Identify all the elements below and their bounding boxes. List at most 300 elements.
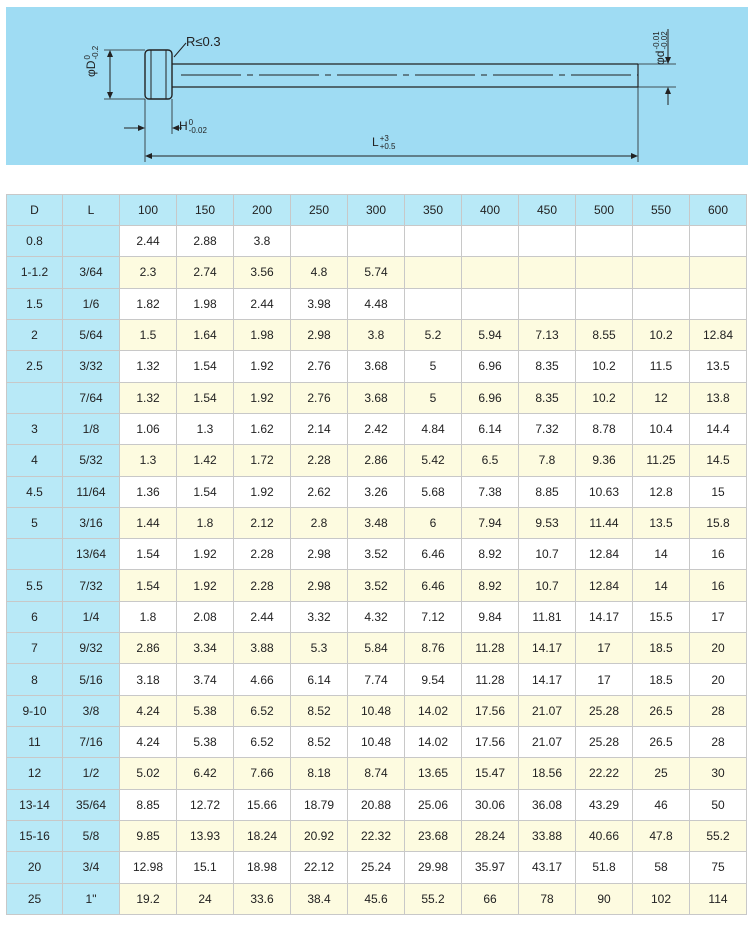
cell-value: 1.54 [177, 476, 234, 507]
cell-value: 6 [405, 507, 462, 538]
cell-value: 9.85 [120, 820, 177, 851]
cell-value: 5.02 [120, 758, 177, 789]
pin-head [145, 50, 172, 99]
cell-value: 102 [633, 883, 690, 914]
cell-L: 3/8 [63, 695, 120, 726]
cell-L: 5/64 [63, 319, 120, 350]
cell-value: 43.29 [576, 789, 633, 820]
cell-value [519, 257, 576, 288]
cell-value: 3.34 [177, 633, 234, 664]
cell-value: 25.28 [576, 727, 633, 758]
cell-value: 2.42 [348, 413, 405, 444]
table-row [7, 789, 747, 820]
cell-value: 12.84 [690, 319, 747, 350]
header-length: 250 [291, 195, 348, 226]
cell-value [633, 257, 690, 288]
H-label [179, 119, 207, 135]
cell-value: 4.48 [348, 288, 405, 319]
cell-value: 18.98 [234, 852, 291, 883]
D-symbol: φD [84, 60, 99, 77]
L-label [372, 135, 395, 151]
cell-D: 15-16 [7, 820, 63, 851]
cell-value [519, 226, 576, 257]
cell-value [462, 226, 519, 257]
cell-L: 1/4 [63, 601, 120, 632]
cell-L: 5/8 [63, 820, 120, 851]
cell-value: 75 [690, 852, 747, 883]
cell-D: 20 [7, 852, 63, 883]
table-row [7, 257, 747, 288]
cell-value: 15.47 [462, 758, 519, 789]
cell-value: 14.17 [519, 664, 576, 695]
cell-L: 3/32 [63, 351, 120, 382]
cell-L: 11/64 [63, 476, 120, 507]
cell-value: 6.5 [462, 445, 519, 476]
table-row [7, 351, 747, 382]
cell-value: 1.72 [234, 445, 291, 476]
cell-value: 8.74 [348, 758, 405, 789]
cell-value: 1.98 [177, 288, 234, 319]
cell-value: 55.2 [405, 883, 462, 914]
cell-value: 3.8 [348, 319, 405, 350]
table-body [7, 226, 747, 915]
cell-value: 9.54 [405, 664, 462, 695]
cell-value: 1.62 [234, 413, 291, 444]
D-label [84, 46, 100, 77]
cell-value: 14 [633, 570, 690, 601]
cell-value: 5 [405, 382, 462, 413]
cell-value [462, 257, 519, 288]
cell-value: 7.12 [405, 601, 462, 632]
cell-value: 5.38 [177, 695, 234, 726]
cell-value [291, 226, 348, 257]
cell-value: 25.06 [405, 789, 462, 820]
cell-value: 13.65 [405, 758, 462, 789]
header-D: D [7, 195, 63, 226]
cell-value: 8.52 [291, 727, 348, 758]
cell-value: 12.8 [633, 476, 690, 507]
cell-D: 13-14 [7, 789, 63, 820]
cell-L: 3/4 [63, 852, 120, 883]
cell-value: 3.48 [348, 507, 405, 538]
cell-value: 3.18 [120, 664, 177, 695]
cell-D: 7 [7, 633, 63, 664]
cell-value: 1.92 [177, 570, 234, 601]
cell-value: 38.4 [291, 883, 348, 914]
cell-value: 11.81 [519, 601, 576, 632]
table-row [7, 852, 747, 883]
header-length: 550 [633, 195, 690, 226]
cell-value: 18.56 [519, 758, 576, 789]
cell-value: 1.32 [120, 382, 177, 413]
cell-value: 15.8 [690, 507, 747, 538]
d-label [653, 31, 669, 65]
table-row [7, 570, 747, 601]
cell-D: 6 [7, 601, 63, 632]
cell-value: 7.66 [234, 758, 291, 789]
cell-value: 2.44 [234, 288, 291, 319]
table-row [7, 476, 747, 507]
cell-value: 50 [690, 789, 747, 820]
cell-value: 14.02 [405, 727, 462, 758]
header-length: 450 [519, 195, 576, 226]
table-row [7, 507, 747, 538]
cell-value: 7.8 [519, 445, 576, 476]
cell-value [348, 226, 405, 257]
cell-value: 10.2 [576, 351, 633, 382]
cell-value: 8.55 [576, 319, 633, 350]
cell-D: 11 [7, 727, 63, 758]
cell-value: 58 [633, 852, 690, 883]
header-length: 150 [177, 195, 234, 226]
cell-value: 2.98 [291, 319, 348, 350]
cell-value: 1.44 [120, 507, 177, 538]
cell-value: 11.25 [633, 445, 690, 476]
cell-value: 1.54 [177, 351, 234, 382]
table-row [7, 382, 747, 413]
cell-value: 10.2 [576, 382, 633, 413]
table-row [7, 820, 747, 851]
cell-value: 8.35 [519, 382, 576, 413]
H-symbol: H [179, 119, 188, 134]
cell-value [405, 226, 462, 257]
cell-value: 20.92 [291, 820, 348, 851]
cell-value: 17.56 [462, 727, 519, 758]
H-tol-upper: 0 [188, 118, 194, 127]
cell-value: 14.5 [690, 445, 747, 476]
cell-value: 18.79 [291, 789, 348, 820]
cell-value: 5.38 [177, 727, 234, 758]
cell-value: 17 [576, 664, 633, 695]
cell-value: 1.92 [177, 539, 234, 570]
cell-value: 24 [177, 883, 234, 914]
table-row [7, 695, 747, 726]
cell-value: 2.98 [291, 570, 348, 601]
cell-value: 2.14 [291, 413, 348, 444]
cell-value: 7.38 [462, 476, 519, 507]
L-symbol: L [372, 135, 379, 150]
header-length: 400 [462, 195, 519, 226]
cell-D: 1-1.2 [7, 257, 63, 288]
cell-value: 3.52 [348, 570, 405, 601]
cell-value: 8.18 [291, 758, 348, 789]
cell-value: 13.8 [690, 382, 747, 413]
table-row [7, 539, 747, 570]
cell-value: 7.74 [348, 664, 405, 695]
table-row [7, 226, 747, 257]
cell-value: 11.5 [633, 351, 690, 382]
cell-value: 1.42 [177, 445, 234, 476]
d-tol-lower: -0.02 [660, 31, 669, 50]
cell-value: 10.48 [348, 695, 405, 726]
cell-value: 2.86 [120, 633, 177, 664]
table-row [7, 633, 747, 664]
cell-value: 18.5 [633, 664, 690, 695]
cell-L: 9/32 [63, 633, 120, 664]
cell-value [405, 288, 462, 319]
cell-value: 10.7 [519, 570, 576, 601]
cell-L: 7/16 [63, 727, 120, 758]
cell-D: 1.5 [7, 288, 63, 319]
cell-value: 10.63 [576, 476, 633, 507]
cell-value: 2.62 [291, 476, 348, 507]
table-row [7, 883, 747, 914]
cell-value: 9.84 [462, 601, 519, 632]
cell-value [576, 226, 633, 257]
cell-value: 8.76 [405, 633, 462, 664]
cell-D: 2.5 [7, 351, 63, 382]
cell-value: 3.68 [348, 351, 405, 382]
table-row [7, 413, 747, 444]
cell-value: 3.56 [234, 257, 291, 288]
cell-value: 30.06 [462, 789, 519, 820]
cell-value: 10.7 [519, 539, 576, 570]
cell-value [633, 226, 690, 257]
cell-value: 12 [633, 382, 690, 413]
cell-value: 114 [690, 883, 747, 914]
cell-value: 1.82 [120, 288, 177, 319]
cell-value: 2.88 [177, 226, 234, 257]
cell-value: 18.5 [633, 633, 690, 664]
cell-value [576, 288, 633, 319]
cell-value: 3.98 [291, 288, 348, 319]
cell-L: 3/16 [63, 507, 120, 538]
cell-value: 3.8 [234, 226, 291, 257]
cell-value: 2.12 [234, 507, 291, 538]
cell-value: 3.32 [291, 601, 348, 632]
cell-value: 14.17 [576, 601, 633, 632]
cell-value: 55.2 [690, 820, 747, 851]
cell-value: 4.24 [120, 727, 177, 758]
cell-D: 5.5 [7, 570, 63, 601]
cell-value: 6.14 [291, 664, 348, 695]
header-length: 600 [690, 195, 747, 226]
cell-value: 2.86 [348, 445, 405, 476]
cell-value: 1.92 [234, 382, 291, 413]
cell-value: 1.36 [120, 476, 177, 507]
cell-value: 90 [576, 883, 633, 914]
cell-value: 9.36 [576, 445, 633, 476]
cell-value: 20 [690, 633, 747, 664]
cell-value: 9.53 [519, 507, 576, 538]
cell-value: 7.32 [519, 413, 576, 444]
D-tol-upper: 0 [83, 55, 92, 60]
cell-value: 1.06 [120, 413, 177, 444]
cell-value: 5.84 [348, 633, 405, 664]
header-length: 300 [348, 195, 405, 226]
cell-L: 1/8 [63, 413, 120, 444]
cell-value: 12.84 [576, 539, 633, 570]
cell-value [519, 288, 576, 319]
table-row [7, 445, 747, 476]
cell-value: 3.88 [234, 633, 291, 664]
cell-value: 1.92 [234, 476, 291, 507]
cell-value: 1.3 [177, 413, 234, 444]
L-tol-upper: +3 [379, 134, 389, 143]
cell-value [690, 257, 747, 288]
cell-value: 14.4 [690, 413, 747, 444]
cell-value: 20 [690, 664, 747, 695]
header-L: L [63, 195, 120, 226]
cell-value: 8.78 [576, 413, 633, 444]
cell-value: 25.24 [348, 852, 405, 883]
cell-value: 36.08 [519, 789, 576, 820]
cell-value: 78 [519, 883, 576, 914]
d-symbol: φd [653, 50, 668, 65]
cell-value: 15 [690, 476, 747, 507]
cell-value: 15.66 [234, 789, 291, 820]
cell-value: 28 [690, 695, 747, 726]
cell-value: 6.14 [462, 413, 519, 444]
cell-value: 10.4 [633, 413, 690, 444]
cell-value: 15.5 [633, 601, 690, 632]
cell-D: 0.8 [7, 226, 63, 257]
cell-value: 1.54 [177, 382, 234, 413]
table-row [7, 727, 747, 758]
cell-value: 2.28 [291, 445, 348, 476]
cell-value: 21.07 [519, 695, 576, 726]
cell-value: 30 [690, 758, 747, 789]
cell-value: 46 [633, 789, 690, 820]
cell-value: 6.46 [405, 570, 462, 601]
header-row [7, 195, 747, 226]
cell-D: 3 [7, 413, 63, 444]
cell-D [7, 539, 63, 570]
cell-value: 2.3 [120, 257, 177, 288]
cell-D [7, 382, 63, 413]
cell-value: 5.2 [405, 319, 462, 350]
cell-value: 8.52 [291, 695, 348, 726]
cell-value: 2.76 [291, 351, 348, 382]
cell-value: 16 [690, 570, 747, 601]
cell-value: 20.88 [348, 789, 405, 820]
cell-L: 1/2 [63, 758, 120, 789]
cell-value: 5 [405, 351, 462, 382]
cell-value: 2.8 [291, 507, 348, 538]
cell-value: 43.17 [519, 852, 576, 883]
cell-value: 6.52 [234, 727, 291, 758]
cell-value [633, 288, 690, 319]
cell-D: 25 [7, 883, 63, 914]
table-row [7, 758, 747, 789]
cell-D: 5 [7, 507, 63, 538]
cell-value: 28.24 [462, 820, 519, 851]
cell-value [690, 226, 747, 257]
cell-value: 11.44 [576, 507, 633, 538]
cell-value: 8.85 [519, 476, 576, 507]
D-tol-lower: -0.2 [91, 45, 100, 60]
d-tol-upper: -0.01 [652, 31, 661, 50]
cell-value: 23.68 [405, 820, 462, 851]
cell-value: 2.44 [120, 226, 177, 257]
radius-label: R≤0.3 [186, 34, 221, 49]
cell-L: 5/32 [63, 445, 120, 476]
cell-value: 28 [690, 727, 747, 758]
table-row [7, 664, 747, 695]
spec-table [6, 194, 747, 915]
cell-value: 14 [633, 539, 690, 570]
header-length: 350 [405, 195, 462, 226]
cell-value: 4.84 [405, 413, 462, 444]
cell-value: 1.64 [177, 319, 234, 350]
header-length: 500 [576, 195, 633, 226]
cell-value: 33.6 [234, 883, 291, 914]
H-tol-lower: -0.02 [188, 126, 207, 135]
cell-value: 47.8 [633, 820, 690, 851]
cell-value: 2.98 [291, 539, 348, 570]
cell-value: 51.8 [576, 852, 633, 883]
header-length: 100 [120, 195, 177, 226]
cell-value: 4.24 [120, 695, 177, 726]
cell-value: 6.46 [405, 539, 462, 570]
cell-value: 3.74 [177, 664, 234, 695]
table-row [7, 319, 747, 350]
cell-value: 2.08 [177, 601, 234, 632]
cell-value: 2.74 [177, 257, 234, 288]
cell-value: 22.32 [348, 820, 405, 851]
cell-value: 8.92 [462, 539, 519, 570]
cell-value: 25.28 [576, 695, 633, 726]
cell-value: 25 [633, 758, 690, 789]
cell-value: 26.5 [633, 695, 690, 726]
cell-value: 3.26 [348, 476, 405, 507]
cell-L: 13/64 [63, 539, 120, 570]
cell-value: 3.68 [348, 382, 405, 413]
cell-value: 6.96 [462, 382, 519, 413]
cell-value: 5.94 [462, 319, 519, 350]
cell-value: 19.2 [120, 883, 177, 914]
cell-value: 1.32 [120, 351, 177, 382]
cell-value: 12.98 [120, 852, 177, 883]
cell-value: 40.66 [576, 820, 633, 851]
header-length: 200 [234, 195, 291, 226]
cell-D: 8 [7, 664, 63, 695]
cell-value: 12.72 [177, 789, 234, 820]
cell-value: 22.12 [291, 852, 348, 883]
cell-value: 2.28 [234, 539, 291, 570]
cell-value: 4.8 [291, 257, 348, 288]
cell-value: 7.13 [519, 319, 576, 350]
cell-value: 12.84 [576, 570, 633, 601]
cell-value: 1.8 [177, 507, 234, 538]
cell-value: 13.5 [633, 507, 690, 538]
cell-value: 7.94 [462, 507, 519, 538]
cell-value [462, 288, 519, 319]
cell-value: 11.28 [462, 664, 519, 695]
cell-value [576, 257, 633, 288]
cell-value: 4.32 [348, 601, 405, 632]
cell-D: 9-10 [7, 695, 63, 726]
table-row [7, 601, 747, 632]
cell-value: 17 [576, 633, 633, 664]
cell-value: 8.35 [519, 351, 576, 382]
cell-L: 7/64 [63, 382, 120, 413]
cell-value: 4.66 [234, 664, 291, 695]
cell-value: 17.56 [462, 695, 519, 726]
cell-value: 15.1 [177, 852, 234, 883]
cell-D: 4 [7, 445, 63, 476]
cell-value: 2.76 [291, 382, 348, 413]
cell-value: 1.54 [120, 570, 177, 601]
cell-value: 26.5 [633, 727, 690, 758]
cell-value: 5.74 [348, 257, 405, 288]
cell-value: 5.42 [405, 445, 462, 476]
cell-value: 1.98 [234, 319, 291, 350]
cell-value: 6.96 [462, 351, 519, 382]
cell-value: 5.3 [291, 633, 348, 664]
table-row [7, 288, 747, 319]
cell-value: 11.28 [462, 633, 519, 664]
